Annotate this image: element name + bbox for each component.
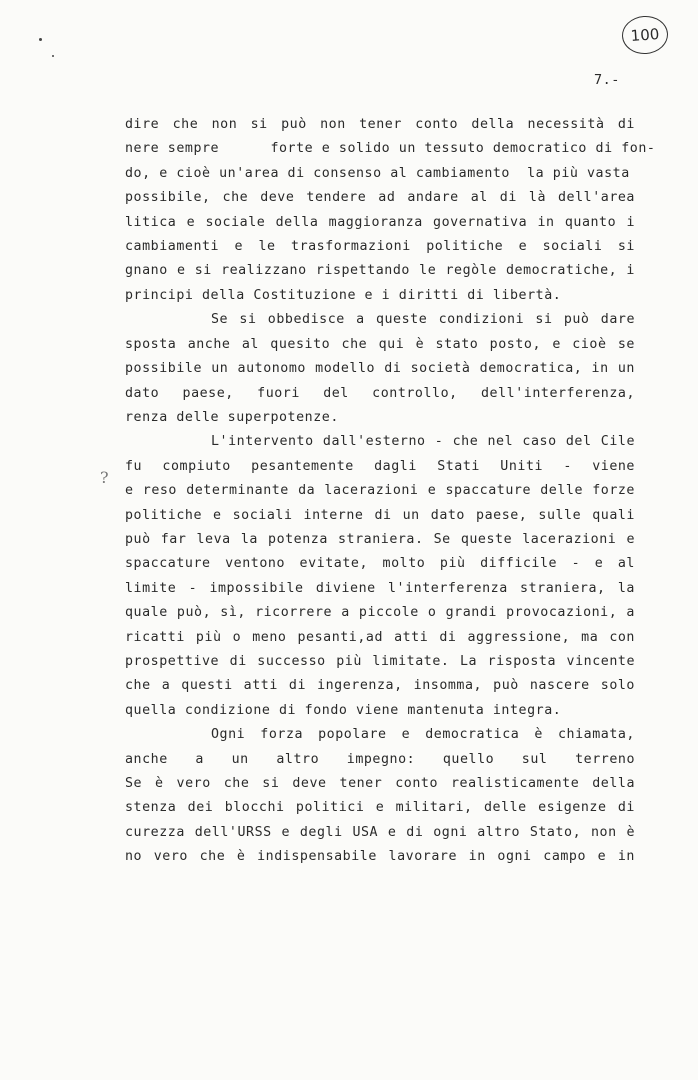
text-line: spaccature ventono evitate, molto più difficile - e al <box>125 556 635 572</box>
text-line: L'intervento dall'esterno - che nel caso del Cile <box>211 434 635 450</box>
text-line: renza delle superpotenze. <box>125 409 339 425</box>
text-line: Se è vero che si deve tener conto realisticamente della <box>125 776 635 792</box>
page-number: 7.- <box>594 72 620 88</box>
text-line: litica e sociale della maggioranza governativa in quanto i <box>125 214 635 230</box>
text-line: limite - impossibile diviene l'interferenza straniera, la <box>125 580 635 596</box>
text-line: dato paese, fuori del controllo, dell'interferenza, <box>125 385 635 401</box>
text-line: può far leva la potenza straniera. Se queste lacerazioni e <box>125 531 635 547</box>
text-line: do, e cioè un'area di consenso al cambiamento la più vasta <box>125 165 630 181</box>
scan-speck <box>39 38 42 41</box>
text-line: principi della Costituzione e i diritti di libertà. <box>125 287 562 303</box>
text-line: no vero che è indispensabile lavorare in ogni campo e in <box>125 849 635 865</box>
text-line: fu compiuto pesantemente dagli Stati Uniti - viene <box>125 458 635 474</box>
scan-speck <box>52 55 54 57</box>
margin-annotation: ? <box>100 468 109 487</box>
text-line: politiche e sociali interne di un dato paese, sulle quali <box>125 507 635 523</box>
text-line: stenza dei blocchi politici e militari, delle esigenze di <box>125 800 635 816</box>
body-text <box>125 113 656 870</box>
text-line: che a questi atti di ingerenza, insomma, può nascere solo <box>125 678 635 694</box>
text-line: e reso determinante da lacerazioni e spaccature delle forze <box>125 483 635 499</box>
text-line: Se si obbedisce a queste condizioni si può dare <box>211 312 635 328</box>
archive-stamp-number: 100 <box>621 14 670 55</box>
text-line: cambiamenti e le trasformazioni politiche e sociali si <box>125 239 635 255</box>
text-line: ricatti più o meno pesanti,ad atti di aggressione, ma con <box>125 629 635 645</box>
text-line: possibile, che deve tendere ad andare al di là dell'area <box>125 190 635 206</box>
text-line: nere sempre forte e solido un tessuto democratico di fon- <box>125 141 656 157</box>
text-line: anche a un altro impegno: quello sul terreno <box>125 751 635 767</box>
text-line: prospettive di successo più limitate. La risposta vincente <box>125 654 635 669</box>
text-line: quale può, sì, ricorrere a piccole o grandi provocazioni, a <box>125 605 635 621</box>
text-line: sposta anche al quesito che qui è stato posto, e cioè se <box>125 336 635 352</box>
text-line: Ogni forza popolare e democratica è chiamata, <box>211 727 635 743</box>
text-line: dire che non si può non tener conto della necessità di <box>125 117 635 132</box>
text-line: curezza dell'URSS e degli USA e di ogni altro Stato, non è <box>125 824 635 840</box>
text-line: quella condizione di fondo viene mantenuta integra. <box>125 702 562 718</box>
text-line: possibile un autonomo modello di società democratica, in un <box>125 361 635 377</box>
text-line: gnano e si realizzano rispettando le regòle democratiche, i <box>125 263 635 279</box>
